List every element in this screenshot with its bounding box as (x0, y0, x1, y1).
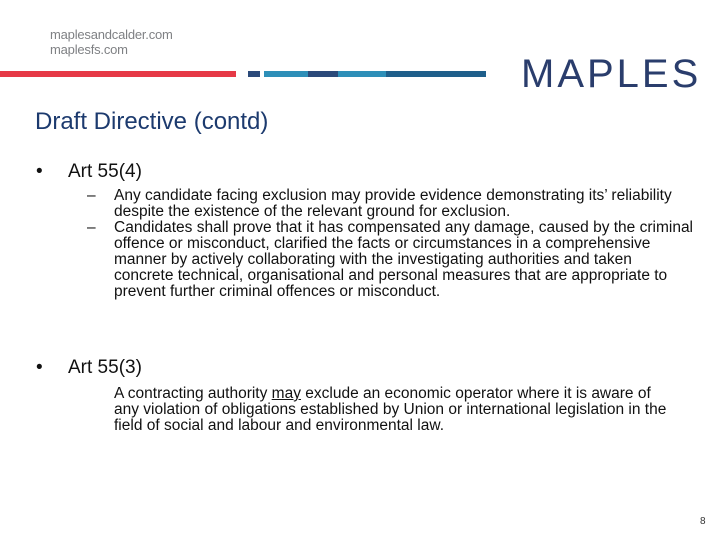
dash-marker: – (87, 219, 96, 236)
slide-title: Draft Directive (contd) (35, 108, 269, 135)
stripe-navy-2 (308, 71, 338, 77)
stripe-navy-1 (248, 71, 260, 77)
art-55-3-paragraph (114, 386, 674, 434)
stripe-navy-3 (386, 71, 486, 77)
paragraph-text-after: exclude an economic operator where it is aware of any violation of obligations established by Union or international legislation in the field of social and labour and environmental law. (114, 385, 667, 434)
bullet-marker: • (36, 357, 43, 378)
bullet-marker: • (36, 161, 43, 182)
url-maplesandcalder[interactable]: maplesandcalder.com (50, 27, 173, 42)
dash-marker: – (87, 187, 96, 204)
maples-logo: MAPLES (521, 52, 702, 96)
bullet-label: Art 55(3) (68, 357, 142, 378)
page-number: 8 (700, 516, 706, 527)
header-urls (50, 27, 173, 57)
url-maplesfs[interactable]: maplesfs.com (50, 42, 128, 57)
paragraph-underlined-may: may (271, 385, 301, 402)
subitem-text: Candidates shall prove that it has compensated any damage, caused by the criminal offence or misconduct, clarified the facts or circumstances in a comprehensive manner by actively collaborating with the investigating authorities and taken concrete technical, organisational and personal measures that are appropriate to prevent further criminal offences or misconduct. (114, 219, 694, 300)
subitem-text: Any candidate facing exclusion may provide evidence demonstrating its’ reliability despite the existence of the relevant ground for exclusion. (114, 187, 672, 220)
paragraph-text-before: A contracting authority (114, 385, 272, 402)
bullet-label: Art 55(4) (68, 161, 142, 182)
stripe-red (0, 71, 236, 77)
stripe-blue-1 (264, 71, 308, 77)
stripe-blue-2 (338, 71, 386, 77)
